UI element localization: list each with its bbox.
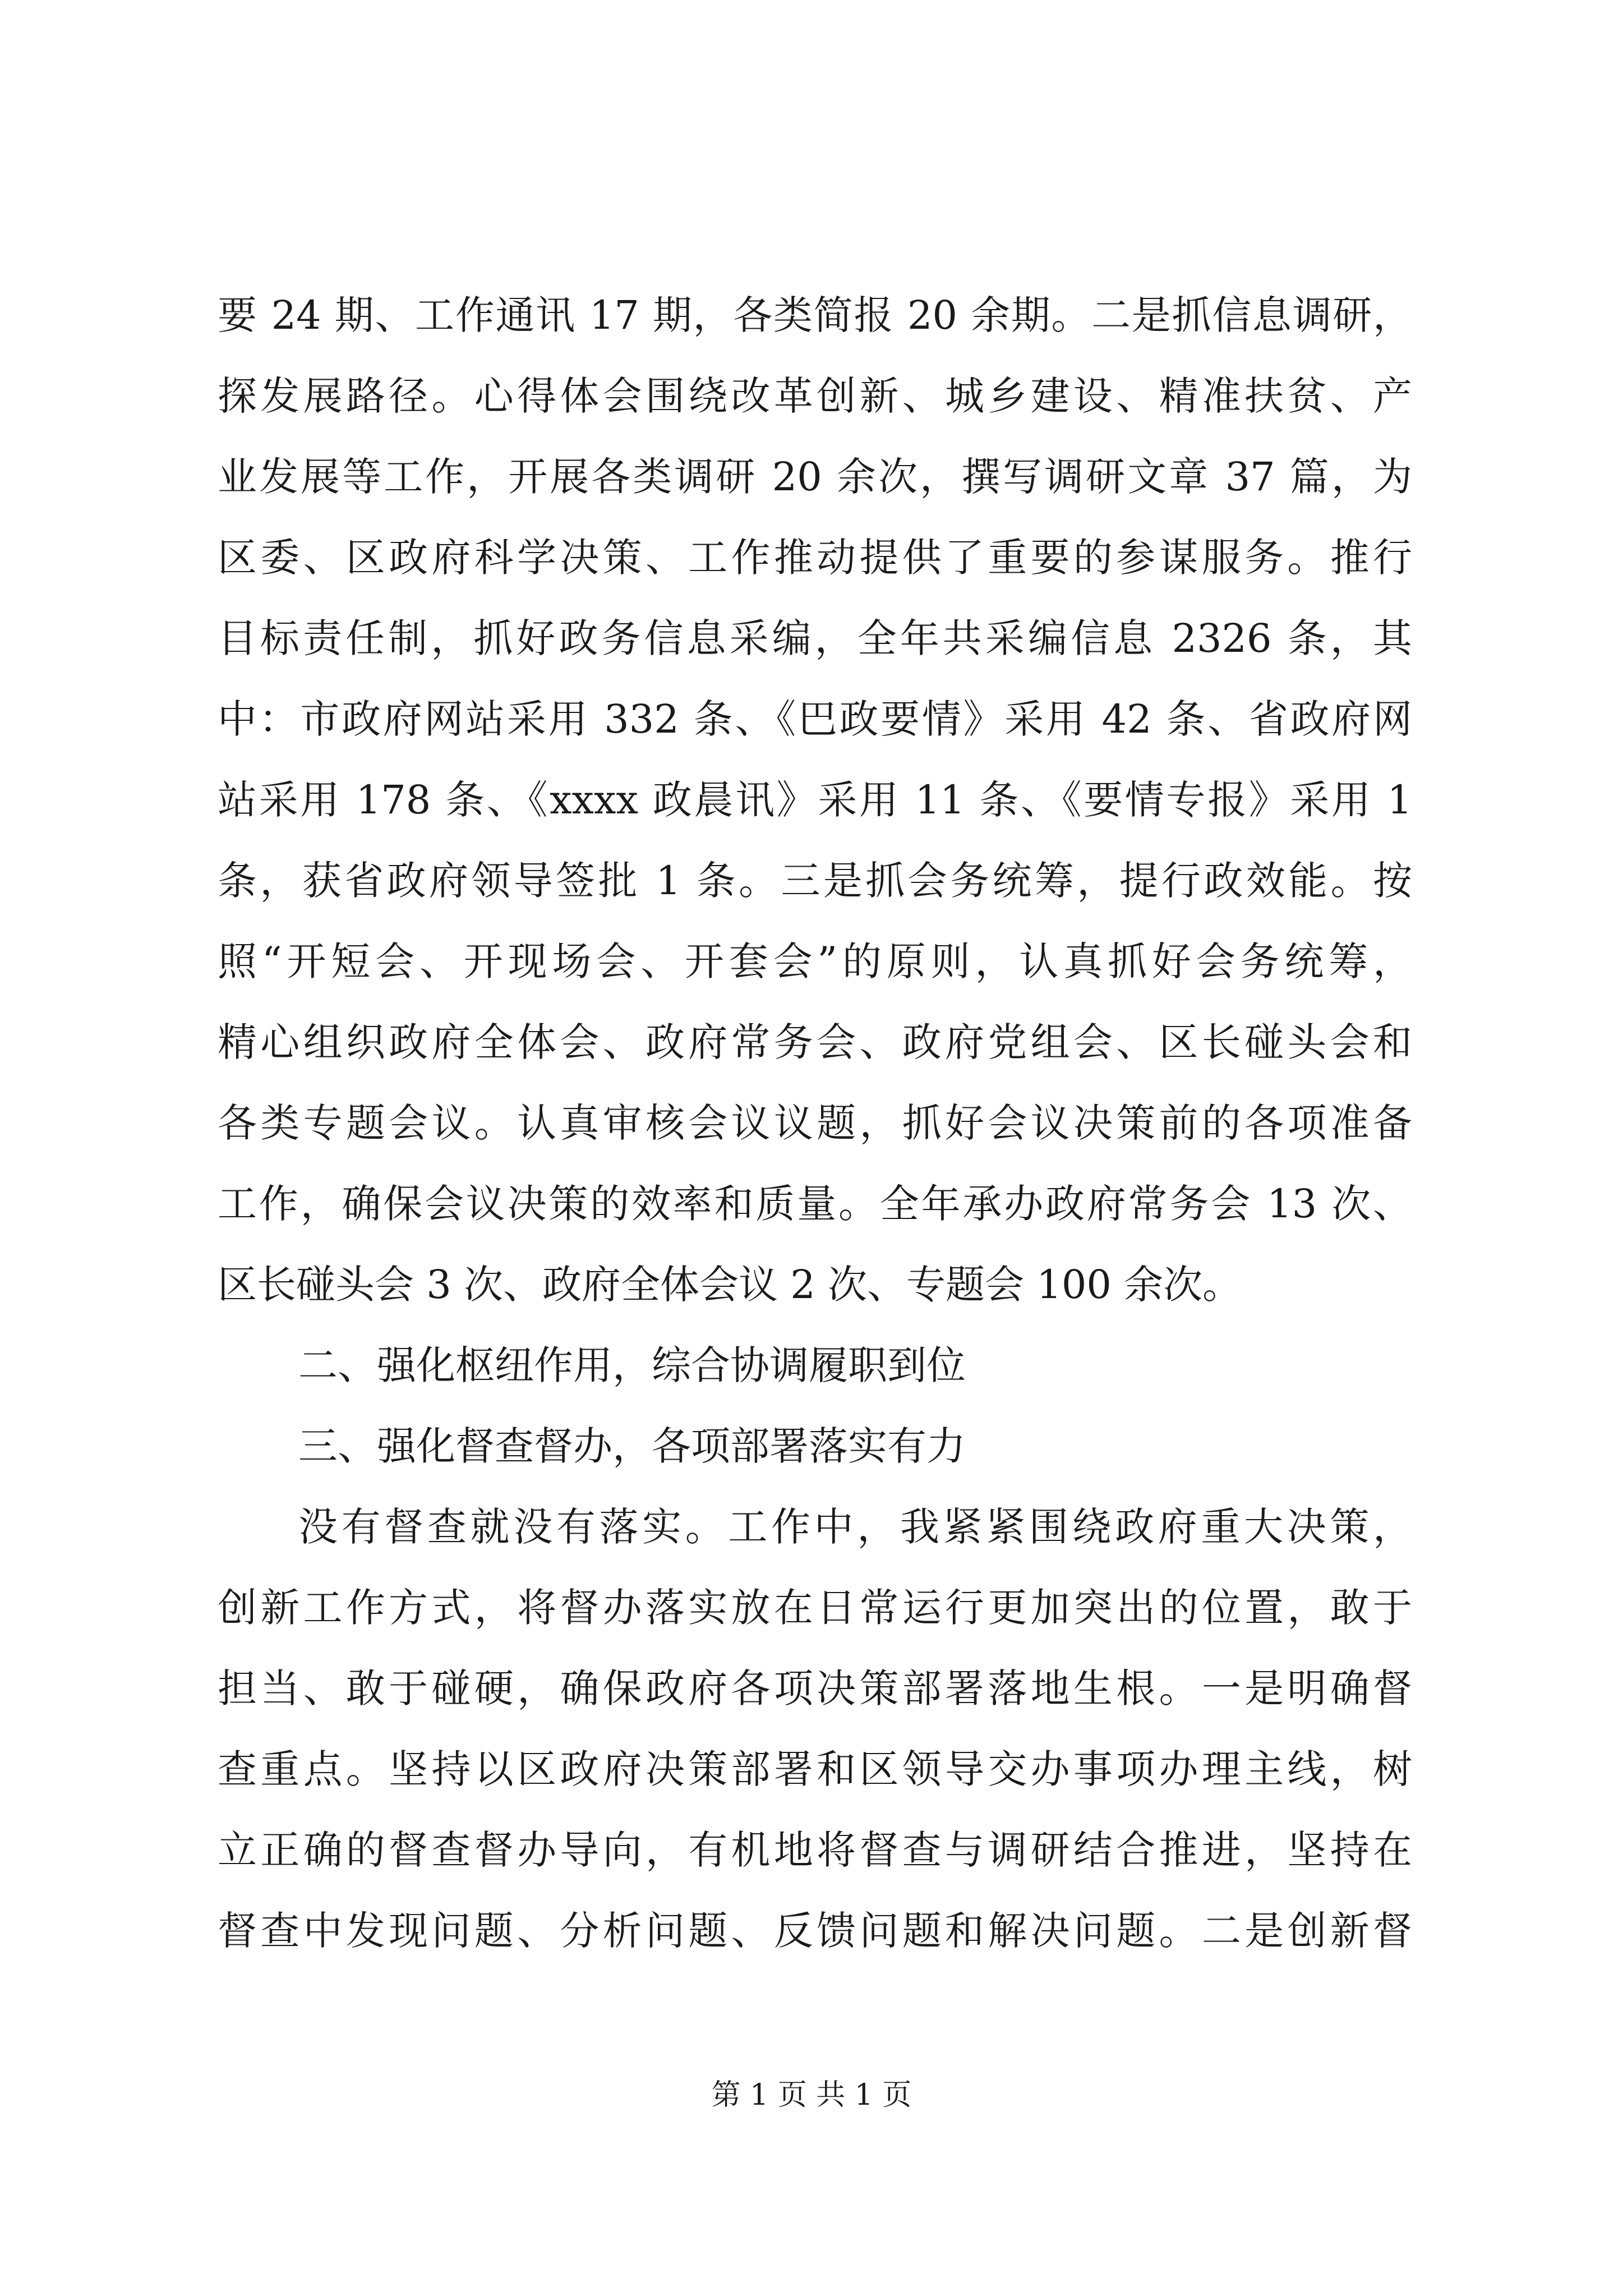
text-line: 担当、敢于碰硬，确保政府各项决策部署落地生根。一是明确督 — [218, 1665, 1412, 1711]
text-line: 中：市政府网站采用 332 条、《巴政要情》采用 42 条、省政府网 — [218, 696, 1412, 742]
text-line: 条，获省政府领导签批 1 条。三是抓会务统筹，提行政效能。按 — [218, 858, 1412, 904]
text-line: 区长碰头会 3 次、政府全体会议 2 次、专题会 100 余次。 — [218, 1262, 1242, 1308]
text-line: 区委、区政府科学决策、工作推动提供了重要的参谋服务。推行 — [218, 535, 1412, 581]
section-heading: 二、强化枢纽作用，综合协调履职到位 — [298, 1342, 966, 1388]
text-line: 照“开短会、开现场会、开套会”的原则，认真抓好会务统筹， — [218, 938, 1412, 984]
section-heading: 三、强化督查督办，各项部署落实有力 — [298, 1423, 966, 1469]
text-line: 没有督查就没有落实。工作中，我紧紧围绕政府重大决策， — [298, 1504, 1412, 1550]
page-number-footer: 第 1 页 共 1 页 — [711, 2078, 912, 2112]
text-line: 探发展路径。心得体会围绕改革创新、城乡建设、精准扶贫、产 — [218, 373, 1412, 419]
text-line: 目标责任制，抓好政务信息采编，全年共采编信息 2326 条，其 — [218, 615, 1412, 661]
text-line: 要 24 期、工作通讯 17 期，各类简报 20 余期。二是抓信息调研， — [218, 292, 1412, 338]
text-line: 创新工作方式，将督办落实放在日常运行更加突出的位置，敢于 — [218, 1585, 1412, 1631]
text-line: 工作，确保会议决策的效率和质量。全年承办政府常务会 13 次、 — [218, 1181, 1412, 1227]
text-line: 各类专题会议。认真审核会议议题，抓好会议决策前的各项准备 — [218, 1100, 1412, 1146]
text-line: 督查中发现问题、分析问题、反馈问题和解决问题。二是创新督 — [218, 1908, 1412, 1954]
text-line: 站采用 178 条、《xxxx 政晨讯》采用 11 条、《要情专报》采用 1 — [218, 777, 1412, 823]
text-line: 查重点。坚持以区政府决策部署和区领导交办事项办理主线，树 — [218, 1746, 1412, 1792]
document-body — [218, 275, 1412, 1971]
text-line: 精心组织政府全体会、政府常务会、政府党组会、区长碰头会和 — [218, 1019, 1412, 1065]
text-line: 立正确的督查督办导向，有机地将督查与调研结合推进，坚持在 — [218, 1827, 1412, 1873]
text-line: 业发展等工作，开展各类调研 20 余次，撰写调研文章 37 篇，为 — [218, 454, 1412, 500]
